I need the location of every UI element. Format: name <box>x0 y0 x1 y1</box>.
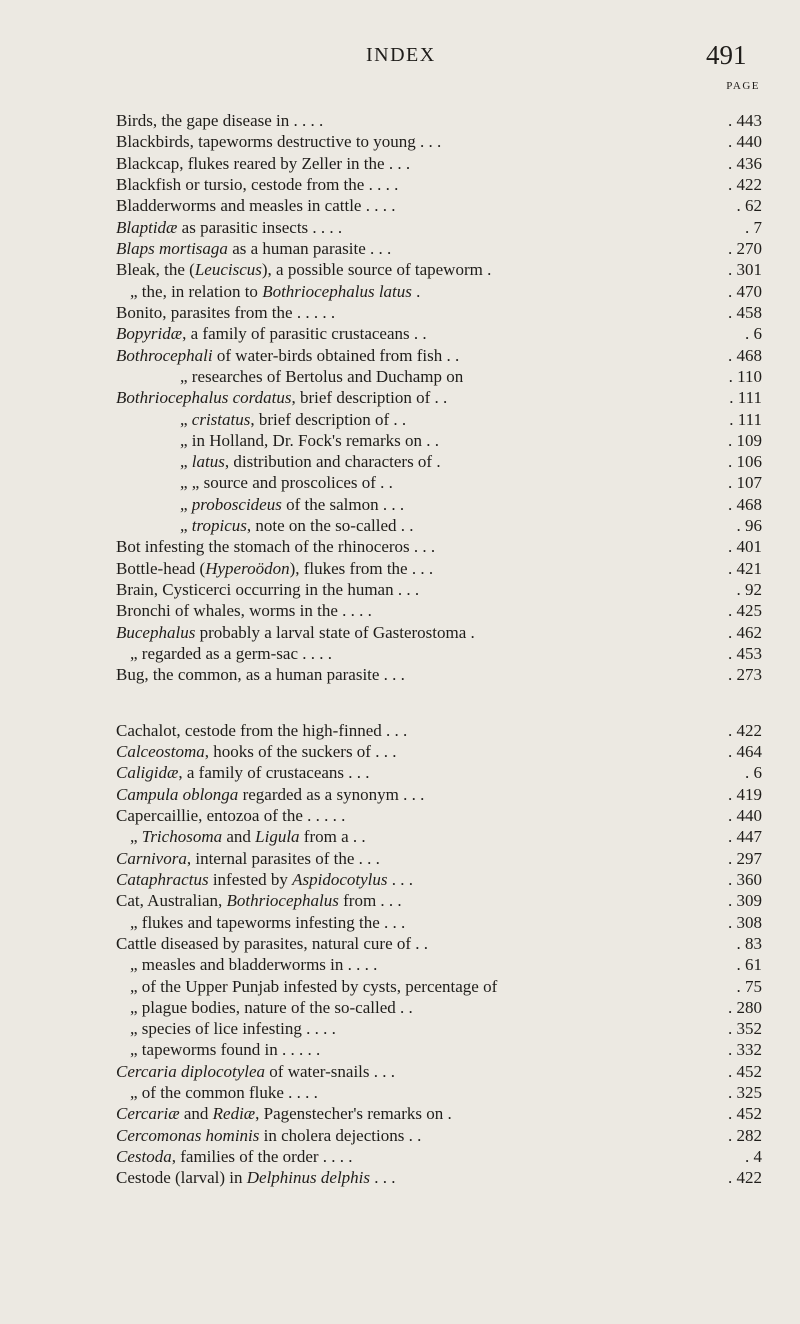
entry-text-segment: Cattle diseased by parasites, natural cure of . . <box>116 933 429 953</box>
entry-italic-term: Cercomonas hominis <box>116 1125 260 1145</box>
index-entry <box>0 720 800 742</box>
entry-page-number: . 332 <box>728 1040 762 1060</box>
entry-page-number: . 440 <box>728 805 762 825</box>
entry-text-segment: „ <box>180 409 192 429</box>
index-entry <box>0 131 800 153</box>
entry-page-number: . 468 <box>728 345 762 365</box>
entry-text <box>116 741 396 763</box>
entry-page-number: . 6 <box>745 763 762 783</box>
index-entry <box>0 622 800 644</box>
entry-italic-term: Bopyridæ <box>116 324 183 344</box>
entry-text <box>130 976 497 998</box>
entry-text-segment: „ <box>130 827 142 847</box>
entry-italic-term: Cestoda <box>116 1147 172 1166</box>
entry-page-number: . 297 <box>728 848 762 868</box>
entry-text <box>116 259 491 281</box>
index-entry <box>0 664 800 686</box>
index-entry <box>0 558 800 580</box>
entry-text-segment: „ of the common fluke . . . . <box>130 1083 318 1103</box>
entry-text <box>116 195 395 217</box>
entry-page-number: . 6 <box>745 324 762 344</box>
index-entry <box>0 579 800 601</box>
entry-page-number: . 280 <box>728 997 762 1017</box>
entry-text <box>130 281 420 303</box>
entry-italic-term: Cercaria diplocotylea <box>116 1061 266 1081</box>
entry-text-segment: and <box>179 1104 213 1124</box>
entry-italic-term: Ligula <box>255 827 300 847</box>
index-entry <box>0 536 800 558</box>
entry-text-segment: and <box>222 827 256 847</box>
entry-italic-term: Aspidocotylus <box>292 869 388 889</box>
entry-text <box>180 515 414 537</box>
index-entry <box>0 217 800 239</box>
entry-italic-term: Cercariæ <box>116 1104 180 1124</box>
entry-page-number: . 452 <box>728 1104 762 1124</box>
entry-text <box>116 720 407 742</box>
index-entry <box>0 515 800 537</box>
entry-text <box>130 912 405 934</box>
page-header <box>0 40 800 80</box>
entry-text <box>116 345 459 367</box>
entry-page-number: . 4 <box>745 1147 762 1166</box>
index-entry <box>0 1125 800 1147</box>
entry-text-segment: Capercaillie, entozoa of the . . . . . <box>116 805 346 825</box>
entry-text-segment: , Pagenstecher's remarks on . <box>255 1104 452 1124</box>
entry-text-segment: „ plague bodies, nature of the so-called . . <box>130 997 413 1017</box>
entry-italic-term: Leuciscus <box>194 260 262 280</box>
index-entry <box>0 430 800 452</box>
index-entry <box>0 238 800 260</box>
entry-page-number: . 443 <box>728 111 762 130</box>
entry-text-segment: „ species of lice infesting . . . . <box>130 1019 336 1039</box>
entry-text <box>180 494 404 516</box>
entry-italic-term: Bothriocephalus <box>226 891 339 911</box>
entry-text <box>130 997 413 1019</box>
entry-page-number: . 301 <box>728 260 762 280</box>
index-entry <box>0 366 800 388</box>
entry-text <box>116 217 342 239</box>
index-entry <box>0 997 800 1019</box>
index-entry <box>0 1039 800 1061</box>
entry-text-segment: infested by <box>208 869 293 889</box>
entry-text-segment: , brief description of . . <box>250 409 407 429</box>
entry-text <box>116 784 424 806</box>
entry-text <box>116 1146 353 1168</box>
entry-italic-term: Carnivora <box>116 848 187 868</box>
entry-italic-term: Blaps mortisaga <box>116 238 228 258</box>
entry-text <box>116 890 402 912</box>
entry-text <box>116 558 433 580</box>
entry-page-number: . 109 <box>728 430 762 450</box>
entry-text <box>116 805 345 827</box>
entry-page-number: . 61 <box>736 955 762 975</box>
entry-page-number: . 325 <box>728 1083 762 1103</box>
entry-text-segment: of water-birds obtained from fish . . <box>212 345 460 365</box>
entry-page-number: . 111 <box>729 409 762 429</box>
index-entry <box>0 494 800 516</box>
index-entry <box>0 933 800 955</box>
entry-text-segment: „ of the Upper Punjab infested by cysts, percentage of <box>130 976 498 996</box>
entry-text <box>180 472 393 494</box>
entry-text <box>116 579 419 601</box>
entry-text-segment: as a human parasite . . . <box>227 238 392 258</box>
entry-text-segment: Bot infesting the stomach of the rhinoceros . . . <box>116 537 436 557</box>
entry-text-segment: probably a larval state of Gasterostoma . <box>195 622 475 642</box>
entry-text-segment: , a family of parasitic crustaceans . . <box>182 324 427 344</box>
entry-italic-term: Caligidæ <box>116 763 179 783</box>
entry-text-segment: „ „ source and proscolices of . . <box>180 473 393 493</box>
entry-page-number: . 421 <box>728 558 762 578</box>
index-entry <box>0 472 800 494</box>
entry-page-number: . 436 <box>728 153 762 173</box>
entry-text <box>116 762 370 784</box>
index-entry <box>0 1103 800 1125</box>
entry-page-number: . 422 <box>728 720 762 740</box>
entry-italic-term: latus <box>191 452 225 472</box>
entry-page-number: . 83 <box>736 933 762 953</box>
index-entry <box>0 1082 800 1104</box>
entry-text-segment: from a . . <box>299 827 366 847</box>
entry-italic-term: Hyperoödon <box>205 558 290 578</box>
index-entry <box>0 976 800 998</box>
entry-text <box>116 869 413 891</box>
index-entry <box>0 643 800 665</box>
index-entry <box>0 1061 800 1083</box>
entry-text <box>180 451 441 473</box>
index-entry <box>0 302 800 324</box>
entry-page-number: . 464 <box>728 742 762 761</box>
entry-text-segment: as parasitic insects . . . . <box>177 217 343 237</box>
index-entry <box>0 153 800 175</box>
entry-text-segment: Bronchi of whales, worms in the . . . . <box>116 601 372 621</box>
entry-page-number: . 419 <box>728 784 762 804</box>
entry-text <box>116 153 410 175</box>
index-entry <box>0 762 800 784</box>
entry-text-segment: Brain, Cysticerci occurring in the human . . . <box>116 580 420 599</box>
index-entry <box>0 1018 800 1040</box>
entry-text-segment: , a family of crustaceans . . . <box>178 763 370 783</box>
index-entry <box>0 451 800 473</box>
entry-italic-term: Rediæ <box>212 1104 256 1124</box>
entry-text-segment: . . . <box>387 869 414 889</box>
entry-page-number: . 96 <box>736 516 762 536</box>
entry-page-number: . 452 <box>728 1061 762 1081</box>
entry-text-segment: Cestode (larval) in <box>116 1168 247 1188</box>
entry-text <box>116 933 428 955</box>
entry-text <box>116 238 391 260</box>
index-entry <box>0 409 800 431</box>
index-entry <box>0 848 800 870</box>
entry-text <box>130 954 377 976</box>
entry-page-number: . 458 <box>728 302 762 322</box>
page-column-header: PAGE <box>726 80 760 92</box>
entry-text-segment: Bug, the common, as a human parasite . . . <box>116 665 405 685</box>
entry-italic-term: Cataphractus <box>116 869 209 889</box>
index-entry <box>0 826 800 848</box>
entry-text <box>180 430 439 452</box>
entry-text-segment: „ <box>180 452 192 472</box>
index-entry <box>0 281 800 303</box>
entry-page-number: . 270 <box>728 238 762 258</box>
entry-text-segment: , distribution and characters of . <box>224 452 441 472</box>
index-entry <box>0 600 800 622</box>
entry-text-segment: of water-snails . . . <box>265 1061 396 1081</box>
entry-text-segment: Blackfish or tursio, cestode from the . . . . <box>116 175 399 194</box>
entry-page-number: . 360 <box>728 869 762 889</box>
entry-text <box>116 131 441 153</box>
index-entry <box>0 741 800 763</box>
entry-italic-term: proboscideus <box>191 494 282 514</box>
index-entry <box>0 784 800 806</box>
entry-text-segment: Birds, the gape disease in . . . . <box>116 111 324 130</box>
entry-italic-term: Delphinus delphis <box>246 1168 371 1188</box>
entry-italic-term: Bothriocephalus cordatus <box>116 388 292 408</box>
entry-text-segment: „ <box>180 516 192 536</box>
entry-page-number: . 62 <box>736 196 762 216</box>
index-entry <box>0 259 800 281</box>
entry-text <box>116 1167 396 1189</box>
entry-italic-term: Trichosoma <box>141 827 223 847</box>
entry-text-segment: regarded as a synonym . . . <box>238 784 425 804</box>
entry-text <box>130 643 332 665</box>
entry-text <box>116 1061 395 1083</box>
entry-page-number: . 7 <box>745 217 762 237</box>
index-entry <box>0 174 800 196</box>
entry-text <box>116 848 380 870</box>
index-entry <box>0 387 800 409</box>
entry-text <box>180 366 463 388</box>
entry-text-segment: Blackcap, flukes reared by Zeller in the . . . <box>116 153 411 173</box>
entry-text-segment: , families of the order . . . . <box>171 1147 353 1166</box>
entry-text <box>116 1103 452 1125</box>
entry-page-number: . 111 <box>729 388 762 408</box>
entry-text-segment: Bottle-head ( <box>116 558 206 578</box>
entry-text-segment: in cholera dejections . . <box>259 1125 422 1145</box>
entry-page-number: . 425 <box>728 601 762 621</box>
entry-text <box>116 387 447 409</box>
entry-page-number: . 470 <box>728 281 762 301</box>
entry-text <box>116 622 475 644</box>
entry-text <box>116 600 372 622</box>
entry-italic-term: Calceostoma <box>116 742 205 761</box>
entry-page-number: . 107 <box>728 473 762 493</box>
entry-page-number: . 462 <box>728 622 762 642</box>
entry-page-number: . 308 <box>728 912 762 932</box>
entry-text-segment: ), flukes from the . . . <box>289 558 434 578</box>
entry-page-number: . 92 <box>736 580 762 599</box>
page-number: 491 <box>706 40 747 70</box>
entry-text-segment: Bleak, the ( <box>116 260 195 280</box>
entry-text-segment: , internal parasites of the . . . <box>186 848 380 868</box>
entry-italic-term: Bucephalus <box>116 622 196 642</box>
entry-page-number: . 110 <box>728 366 762 386</box>
entry-text-segment: , brief description of . . <box>291 388 448 408</box>
entry-italic-term: Bothrocephali <box>116 345 213 365</box>
entry-text-segment: Bonito, parasites from the . . . . . <box>116 302 336 322</box>
entry-italic-term: tropicus <box>191 516 247 536</box>
entry-text-segment: „ regarded as a germ-sac . . . . <box>130 644 333 663</box>
entry-page-number: . 422 <box>728 1168 762 1188</box>
entry-italic-term: Campula oblonga <box>116 784 239 804</box>
entry-page-number: . 447 <box>728 827 762 847</box>
entry-text-segment: „ flukes and tapeworms infesting the . . . <box>130 912 406 932</box>
entry-text <box>130 1018 336 1040</box>
entry-text <box>116 536 435 558</box>
entry-text-segment: from . . . <box>338 891 402 911</box>
entry-text-segment: Cat, Australian, <box>116 891 227 911</box>
entry-text <box>116 174 398 196</box>
entry-page-number: . 422 <box>728 175 762 194</box>
entry-page-number: . 106 <box>728 452 762 472</box>
index-entry <box>0 954 800 976</box>
entry-text-segment: Blackbirds, tapeworms destructive to young . . . <box>116 132 442 152</box>
entry-italic-term: Bothriocephalus latus <box>262 281 412 301</box>
index-entry <box>0 323 800 345</box>
entry-text-segment: of the salmon . . . <box>281 494 405 514</box>
entry-page-number: . 273 <box>728 665 762 685</box>
entry-text-segment: . <box>411 281 421 301</box>
entry-text-segment: „ in Holland, Dr. Fock's remarks on . . <box>180 430 439 450</box>
entry-text-segment: ), a possible source of tapeworm . <box>261 260 492 280</box>
index-entry <box>0 195 800 217</box>
entry-text-segment: „ tapeworms found in . . . . . <box>130 1040 321 1060</box>
index-entry <box>0 1167 800 1189</box>
entry-text <box>130 1039 320 1061</box>
entry-text-segment: „ <box>180 494 192 514</box>
entry-text <box>130 1082 318 1104</box>
entry-page-number: . 352 <box>728 1019 762 1039</box>
entry-text <box>116 664 405 686</box>
entry-text-segment: „ researches of Bertolus and Duchamp on <box>180 366 464 386</box>
entry-italic-term: cristatus <box>191 409 251 429</box>
index-entry <box>0 1146 800 1168</box>
index-entry <box>0 110 800 132</box>
entry-text-segment: , hooks of the suckers of . . . <box>204 742 397 761</box>
index-entry <box>0 869 800 891</box>
entry-text-segment: , note on the so-called . . <box>246 516 414 536</box>
entry-page-number: . 453 <box>728 644 762 663</box>
entry-page-number: . 440 <box>728 132 762 152</box>
entry-text <box>130 826 366 848</box>
entry-text <box>116 323 427 345</box>
entry-page-number: . 282 <box>728 1125 762 1145</box>
entry-page-number: . 309 <box>728 891 762 911</box>
entry-page-number: . 401 <box>728 537 762 557</box>
entry-text-segment: . . . <box>370 1168 396 1188</box>
running-title: INDEX <box>366 44 436 66</box>
entry-page-number: . 75 <box>736 976 762 996</box>
entry-text-segment: Bladderworms and measles in cattle . . . . <box>116 196 396 216</box>
entry-text-segment: „ measles and bladderworms in . . . . <box>130 955 378 975</box>
index-entry <box>0 345 800 367</box>
entry-text <box>180 409 406 431</box>
entry-text-segment: „ the, in relation to <box>130 281 263 301</box>
entry-text <box>116 1125 421 1147</box>
entry-page-number: . 468 <box>728 494 762 514</box>
entry-text <box>116 110 323 132</box>
index-entry <box>0 890 800 912</box>
index-entry <box>0 805 800 827</box>
index-entry <box>0 912 800 934</box>
entry-text <box>116 302 335 324</box>
entry-text-segment: Cachalot, cestode from the high-finned . . . <box>116 720 408 740</box>
entry-italic-term: Blaptidæ <box>116 217 178 237</box>
